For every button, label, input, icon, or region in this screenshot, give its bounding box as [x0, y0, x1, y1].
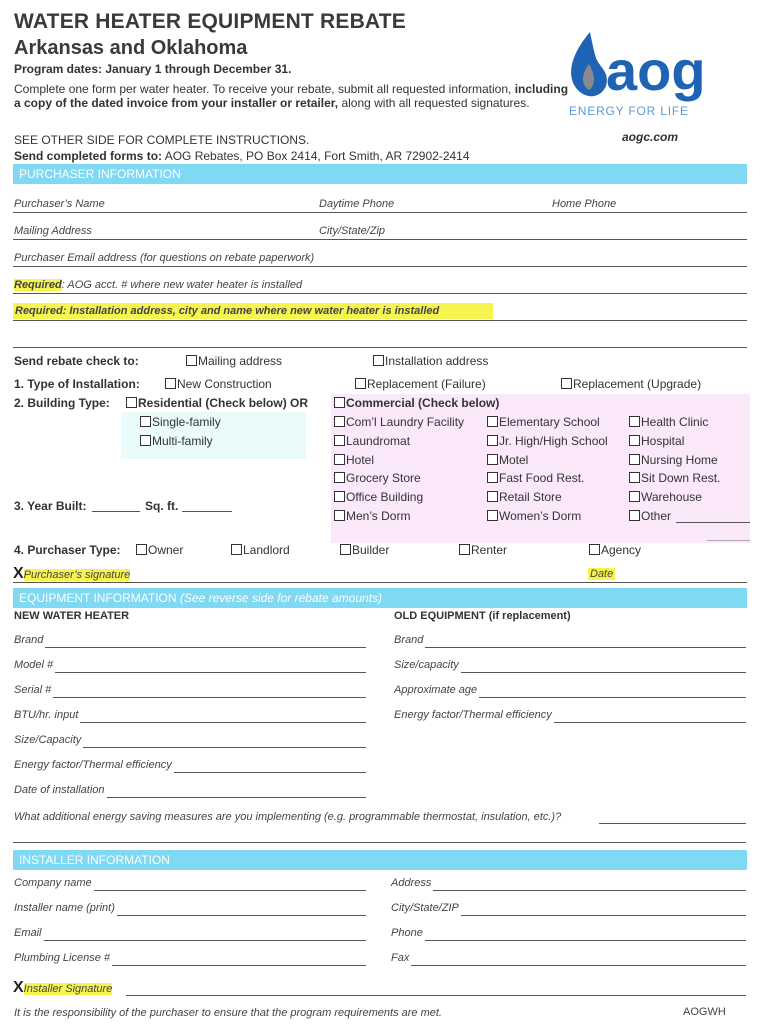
- form-subtitle: Arkansas and Oklahoma: [14, 37, 248, 59]
- old-equipment-field-line[interactable]: [425, 647, 746, 648]
- checkbox[interactable]: [487, 472, 498, 483]
- install-address-required: Required: Installation address, city and name where new water heater is installed: [13, 303, 493, 319]
- new-heater-field-line[interactable]: [45, 647, 366, 648]
- option-label: Office Building: [346, 490, 424, 504]
- checkbox[interactable]: [355, 378, 366, 389]
- checkbox[interactable]: [186, 355, 197, 366]
- option-label: Agency: [601, 543, 642, 557]
- send-to: [14, 149, 470, 163]
- installer-signature-x: X: [13, 979, 24, 996]
- landlord-option[interactable]: [231, 543, 290, 557]
- option-label: Multi-family: [152, 434, 213, 448]
- installer-field-line[interactable]: [425, 940, 746, 941]
- option-label: Nursing Home: [641, 453, 718, 467]
- commercial-option-item[interactable]: [334, 490, 423, 504]
- old-equipment-field-line[interactable]: [461, 672, 746, 673]
- new-heater-field-line[interactable]: [83, 747, 366, 748]
- intro-plain: Complete one form per water heater. To receive your rebate, submit all requested information,: [14, 82, 512, 96]
- commercial-option-item[interactable]: [334, 471, 421, 485]
- commercial-option[interactable]: [334, 396, 499, 410]
- checkbox[interactable]: [629, 510, 640, 521]
- checkbox[interactable]: [487, 416, 498, 427]
- old-equipment-field-line[interactable]: [479, 697, 746, 698]
- form-title: WATER HEATER EQUIPMENT REBATE: [14, 10, 406, 33]
- year-built-label: 3. Year Built:: [14, 499, 87, 513]
- installer-field-label: Email: [14, 927, 42, 939]
- checkbox[interactable]: [629, 491, 640, 502]
- installer-field-label: Address: [391, 877, 432, 889]
- installer-field-line[interactable]: [44, 940, 366, 941]
- checkbox[interactable]: [136, 544, 147, 555]
- installer-field-label: Company name: [14, 877, 92, 889]
- building-type-label: 2. Building Type:: [14, 396, 110, 410]
- purchaser-name-label: Purchaser’s Name: [14, 198, 105, 210]
- option-label: Laundromat: [346, 434, 411, 448]
- option-label: Replacement (Upgrade): [573, 377, 702, 391]
- option-label: Elementary School: [499, 415, 600, 429]
- required-tag: Required: [14, 279, 62, 291]
- acct-required-text: : AOG acct. # where new water heater is installed: [61, 279, 303, 291]
- installer-field-label: Installer name (print): [14, 902, 115, 914]
- new-heater-field-label: Energy factor/Thermal efficiency: [14, 759, 172, 771]
- checkbox[interactable]: [165, 378, 176, 389]
- other-line-2: [707, 540, 750, 541]
- measures-line-1[interactable]: [599, 823, 746, 824]
- commercial-option-item[interactable]: [629, 490, 702, 504]
- commercial-option-item[interactable]: [487, 471, 584, 485]
- option-label: Health Clinic: [641, 415, 709, 429]
- checkbox[interactable]: [629, 435, 640, 446]
- new-heater-field-line[interactable]: [80, 722, 366, 723]
- intro-text: [14, 82, 569, 110]
- checkbox[interactable]: [334, 397, 345, 408]
- purchaser-band: PURCHASER INFORMATION: [13, 164, 747, 184]
- option-label: Com’l Laundry Facility: [346, 415, 465, 429]
- commercial-option-item[interactable]: [334, 453, 374, 467]
- daytime-phone-label: Daytime Phone: [319, 198, 395, 210]
- residential-option[interactable]: [126, 396, 308, 410]
- installer-signature-text: Installer Signature: [23, 983, 113, 995]
- option-label: Single-family: [152, 415, 221, 429]
- option-label: Hospital: [641, 434, 685, 448]
- new-heater-field-line[interactable]: [174, 772, 366, 773]
- new-heater-field-label: Date of installation: [14, 784, 105, 796]
- new-heater-field-line[interactable]: [53, 697, 366, 698]
- commercial-option-item[interactable]: [629, 434, 684, 448]
- replacement-failure-option[interactable]: [355, 377, 486, 391]
- installer-field-line[interactable]: [117, 915, 366, 916]
- send-address: AOG Rebates, PO Box 2414, Fort Smith, AR 72902-2414: [164, 149, 470, 163]
- form-code: AOGWH: [683, 1006, 726, 1018]
- installer-field-label: City/State/ZIP: [391, 902, 459, 914]
- purchaser-type-label: 4. Purchaser Type:: [14, 543, 121, 557]
- option-label: Mailing address: [198, 354, 283, 368]
- signature-x: X: [13, 565, 24, 582]
- option-label: Replacement (Failure): [367, 377, 486, 391]
- date-label: Date: [590, 568, 614, 580]
- checkbox[interactable]: [334, 472, 345, 483]
- mailing-address-label: Mailing Address: [14, 225, 92, 237]
- new-heater-field-label: Brand: [14, 634, 44, 646]
- installer-signature-line[interactable]: [126, 995, 746, 996]
- checkbox[interactable]: [487, 491, 498, 502]
- renter-option[interactable]: [459, 543, 507, 557]
- commercial-option-item[interactable]: [487, 434, 608, 448]
- new-heater-field-line[interactable]: [107, 797, 366, 798]
- option-label: Builder: [352, 543, 390, 557]
- signature-label-text: Purchaser’s signature: [23, 569, 131, 581]
- new-heater-field-label: BTU/hr. input: [14, 709, 79, 721]
- checkbox[interactable]: [487, 454, 498, 465]
- checkbox[interactable]: [140, 416, 151, 427]
- checkbox[interactable]: [561, 378, 572, 389]
- measures-line-2[interactable]: [13, 842, 746, 843]
- installer-field-line[interactable]: [461, 915, 746, 916]
- replacement-upgrade-option[interactable]: [561, 377, 701, 391]
- option-label: Owner: [148, 543, 184, 557]
- option-label: Sit Down Rest.: [641, 471, 721, 485]
- option-label: Fast Food Rest.: [499, 471, 585, 485]
- send-install-option[interactable]: [373, 354, 488, 368]
- installer-field-line[interactable]: [411, 965, 746, 966]
- option-label: Residential (Check below) OR: [138, 396, 309, 410]
- commercial-option-item[interactable]: [487, 415, 600, 429]
- commercial-option-item[interactable]: [629, 453, 718, 467]
- sqft-label: Sq. ft.: [145, 499, 179, 513]
- option-label: Warehouse: [641, 490, 702, 504]
- installer-field-line[interactable]: [94, 890, 366, 891]
- equipment-band-note: (See reverse side for rebate amounts): [179, 591, 383, 605]
- option-label: Grocery Store: [346, 471, 421, 485]
- commercial-option-item[interactable]: [629, 509, 671, 523]
- checkbox[interactable]: [629, 454, 640, 465]
- owner-option[interactable]: [136, 543, 183, 557]
- option-label: Men’s Dorm: [346, 509, 411, 523]
- intro-bold: including a copy of the dated invoice from your installer or retailer,: [14, 82, 569, 110]
- logo-tagline: ENERGY FOR LIFE: [569, 104, 689, 118]
- checkbox[interactable]: [334, 454, 345, 465]
- option-label: Commercial (Check below): [346, 396, 500, 410]
- commercial-option-item[interactable]: [629, 415, 708, 429]
- new-heater-heading: NEW WATER HEATER: [14, 610, 130, 622]
- multi-family-option[interactable]: [140, 434, 213, 448]
- new-heater-field-label: Serial #: [14, 684, 52, 696]
- checkbox[interactable]: [140, 435, 151, 446]
- see-other-side: SEE OTHER SIDE FOR COMPLETE INSTRUCTIONS.: [14, 133, 310, 147]
- logo-wordmark: aog: [606, 39, 706, 102]
- footer-note: It is the responsibility of the purchaser to ensure that the program requirements are met.: [14, 1007, 442, 1019]
- checkbox[interactable]: [487, 510, 498, 521]
- send-mailing-option[interactable]: [186, 354, 282, 368]
- checkbox[interactable]: [373, 355, 384, 366]
- checkbox[interactable]: [629, 472, 640, 483]
- agency-option[interactable]: [589, 543, 641, 557]
- home-phone-label: Home Phone: [552, 198, 617, 210]
- checkbox[interactable]: [334, 510, 345, 521]
- option-label: Women’s Dorm: [499, 509, 582, 523]
- old-equipment-field-label: Approximate age: [394, 684, 478, 696]
- option-label: Installation address: [385, 354, 489, 368]
- website-url: aogc.com: [622, 130, 679, 144]
- installer-field-label: Fax: [391, 952, 410, 964]
- installer-field-label: Phone: [391, 927, 423, 939]
- other-line[interactable]: [676, 522, 750, 523]
- email-label: Purchaser Email address (for questions on rebate paperwork): [14, 252, 315, 264]
- sqft-line[interactable]: [182, 511, 232, 512]
- commercial-option-item[interactable]: [334, 415, 464, 429]
- year-built-line[interactable]: [92, 511, 140, 512]
- option-label: Landlord: [243, 543, 290, 557]
- commercial-option-item[interactable]: [487, 509, 581, 523]
- commercial-option-item[interactable]: [334, 434, 410, 448]
- option-label: Retail Store: [499, 490, 562, 504]
- acct-required-label: [14, 279, 302, 291]
- option-label: Jr. High/High School: [499, 434, 608, 448]
- checkbox[interactable]: [334, 435, 345, 446]
- option-label: Hotel: [346, 453, 375, 467]
- option-label: New Construction: [177, 377, 272, 391]
- checkbox[interactable]: [126, 397, 137, 408]
- old-equipment-field-label: Brand: [394, 634, 424, 646]
- email-line[interactable]: [13, 266, 747, 267]
- option-label: Renter: [471, 543, 508, 557]
- signature-line[interactable]: [13, 582, 747, 583]
- equipment-band-title: EQUIPMENT INFORMATION: [19, 591, 177, 605]
- checkbox[interactable]: [334, 491, 345, 502]
- checkbox[interactable]: [487, 435, 498, 446]
- new-heater-field-line[interactable]: [55, 672, 366, 673]
- checkbox[interactable]: [589, 544, 600, 555]
- old-equipment-heading: OLD EQUIPMENT (if replacement): [394, 610, 571, 622]
- installer-field-label: Plumbing License #: [14, 952, 111, 964]
- commercial-option-item[interactable]: [629, 471, 720, 485]
- mailing-address-line[interactable]: [13, 239, 747, 240]
- option-label: Motel: [499, 453, 529, 467]
- old-equipment-field-line[interactable]: [554, 722, 746, 723]
- checkbox[interactable]: [459, 544, 470, 555]
- new-heater-field-label: Size/Capacity: [14, 734, 82, 746]
- installer-field-line[interactable]: [433, 890, 746, 891]
- measures-label: What additional energy saving measures are you implementing (e.g. programmable thermostat, insulation, etc.)?: [14, 811, 562, 823]
- installer-signature-label: [13, 979, 112, 997]
- checkbox[interactable]: [334, 416, 345, 427]
- installer-band: INSTALLER INFORMATION: [13, 850, 747, 870]
- checkbox[interactable]: [629, 416, 640, 427]
- checkbox[interactable]: [340, 544, 351, 555]
- commercial-option-item[interactable]: [487, 453, 528, 467]
- send-label: Send completed forms to:: [14, 149, 163, 163]
- city-state-zip-label: City/State/Zip: [319, 225, 386, 237]
- purchaser-signature-label: [13, 565, 130, 583]
- builder-option[interactable]: [340, 543, 389, 557]
- single-family-option[interactable]: [140, 415, 221, 429]
- send-check-label: Send rebate check to:: [14, 354, 139, 368]
- checkbox[interactable]: [231, 544, 242, 555]
- commercial-option-item[interactable]: [487, 490, 562, 504]
- installer-field-line[interactable]: [112, 965, 366, 966]
- install-address-line-1[interactable]: [13, 320, 747, 321]
- intro-tail: along with all requested signatures.: [341, 96, 530, 110]
- new-heater-field-label: Model #: [14, 659, 54, 671]
- equipment-band: [13, 588, 747, 608]
- option-label: Other: [641, 509, 672, 523]
- acct-line[interactable]: [13, 293, 747, 294]
- install-type-label: 1. Type of Installation:: [14, 377, 140, 391]
- old-equipment-field-label: Size/capacity: [394, 659, 459, 671]
- purchaser-name-line[interactable]: [13, 212, 747, 213]
- new-construction-option[interactable]: [165, 377, 272, 391]
- commercial-option-item[interactable]: [334, 509, 410, 523]
- old-equipment-field-label: Energy factor/Thermal efficiency: [394, 709, 552, 721]
- program-dates: Program dates: January 1 through December 31.: [14, 62, 292, 76]
- install-address-line-2[interactable]: [13, 347, 747, 348]
